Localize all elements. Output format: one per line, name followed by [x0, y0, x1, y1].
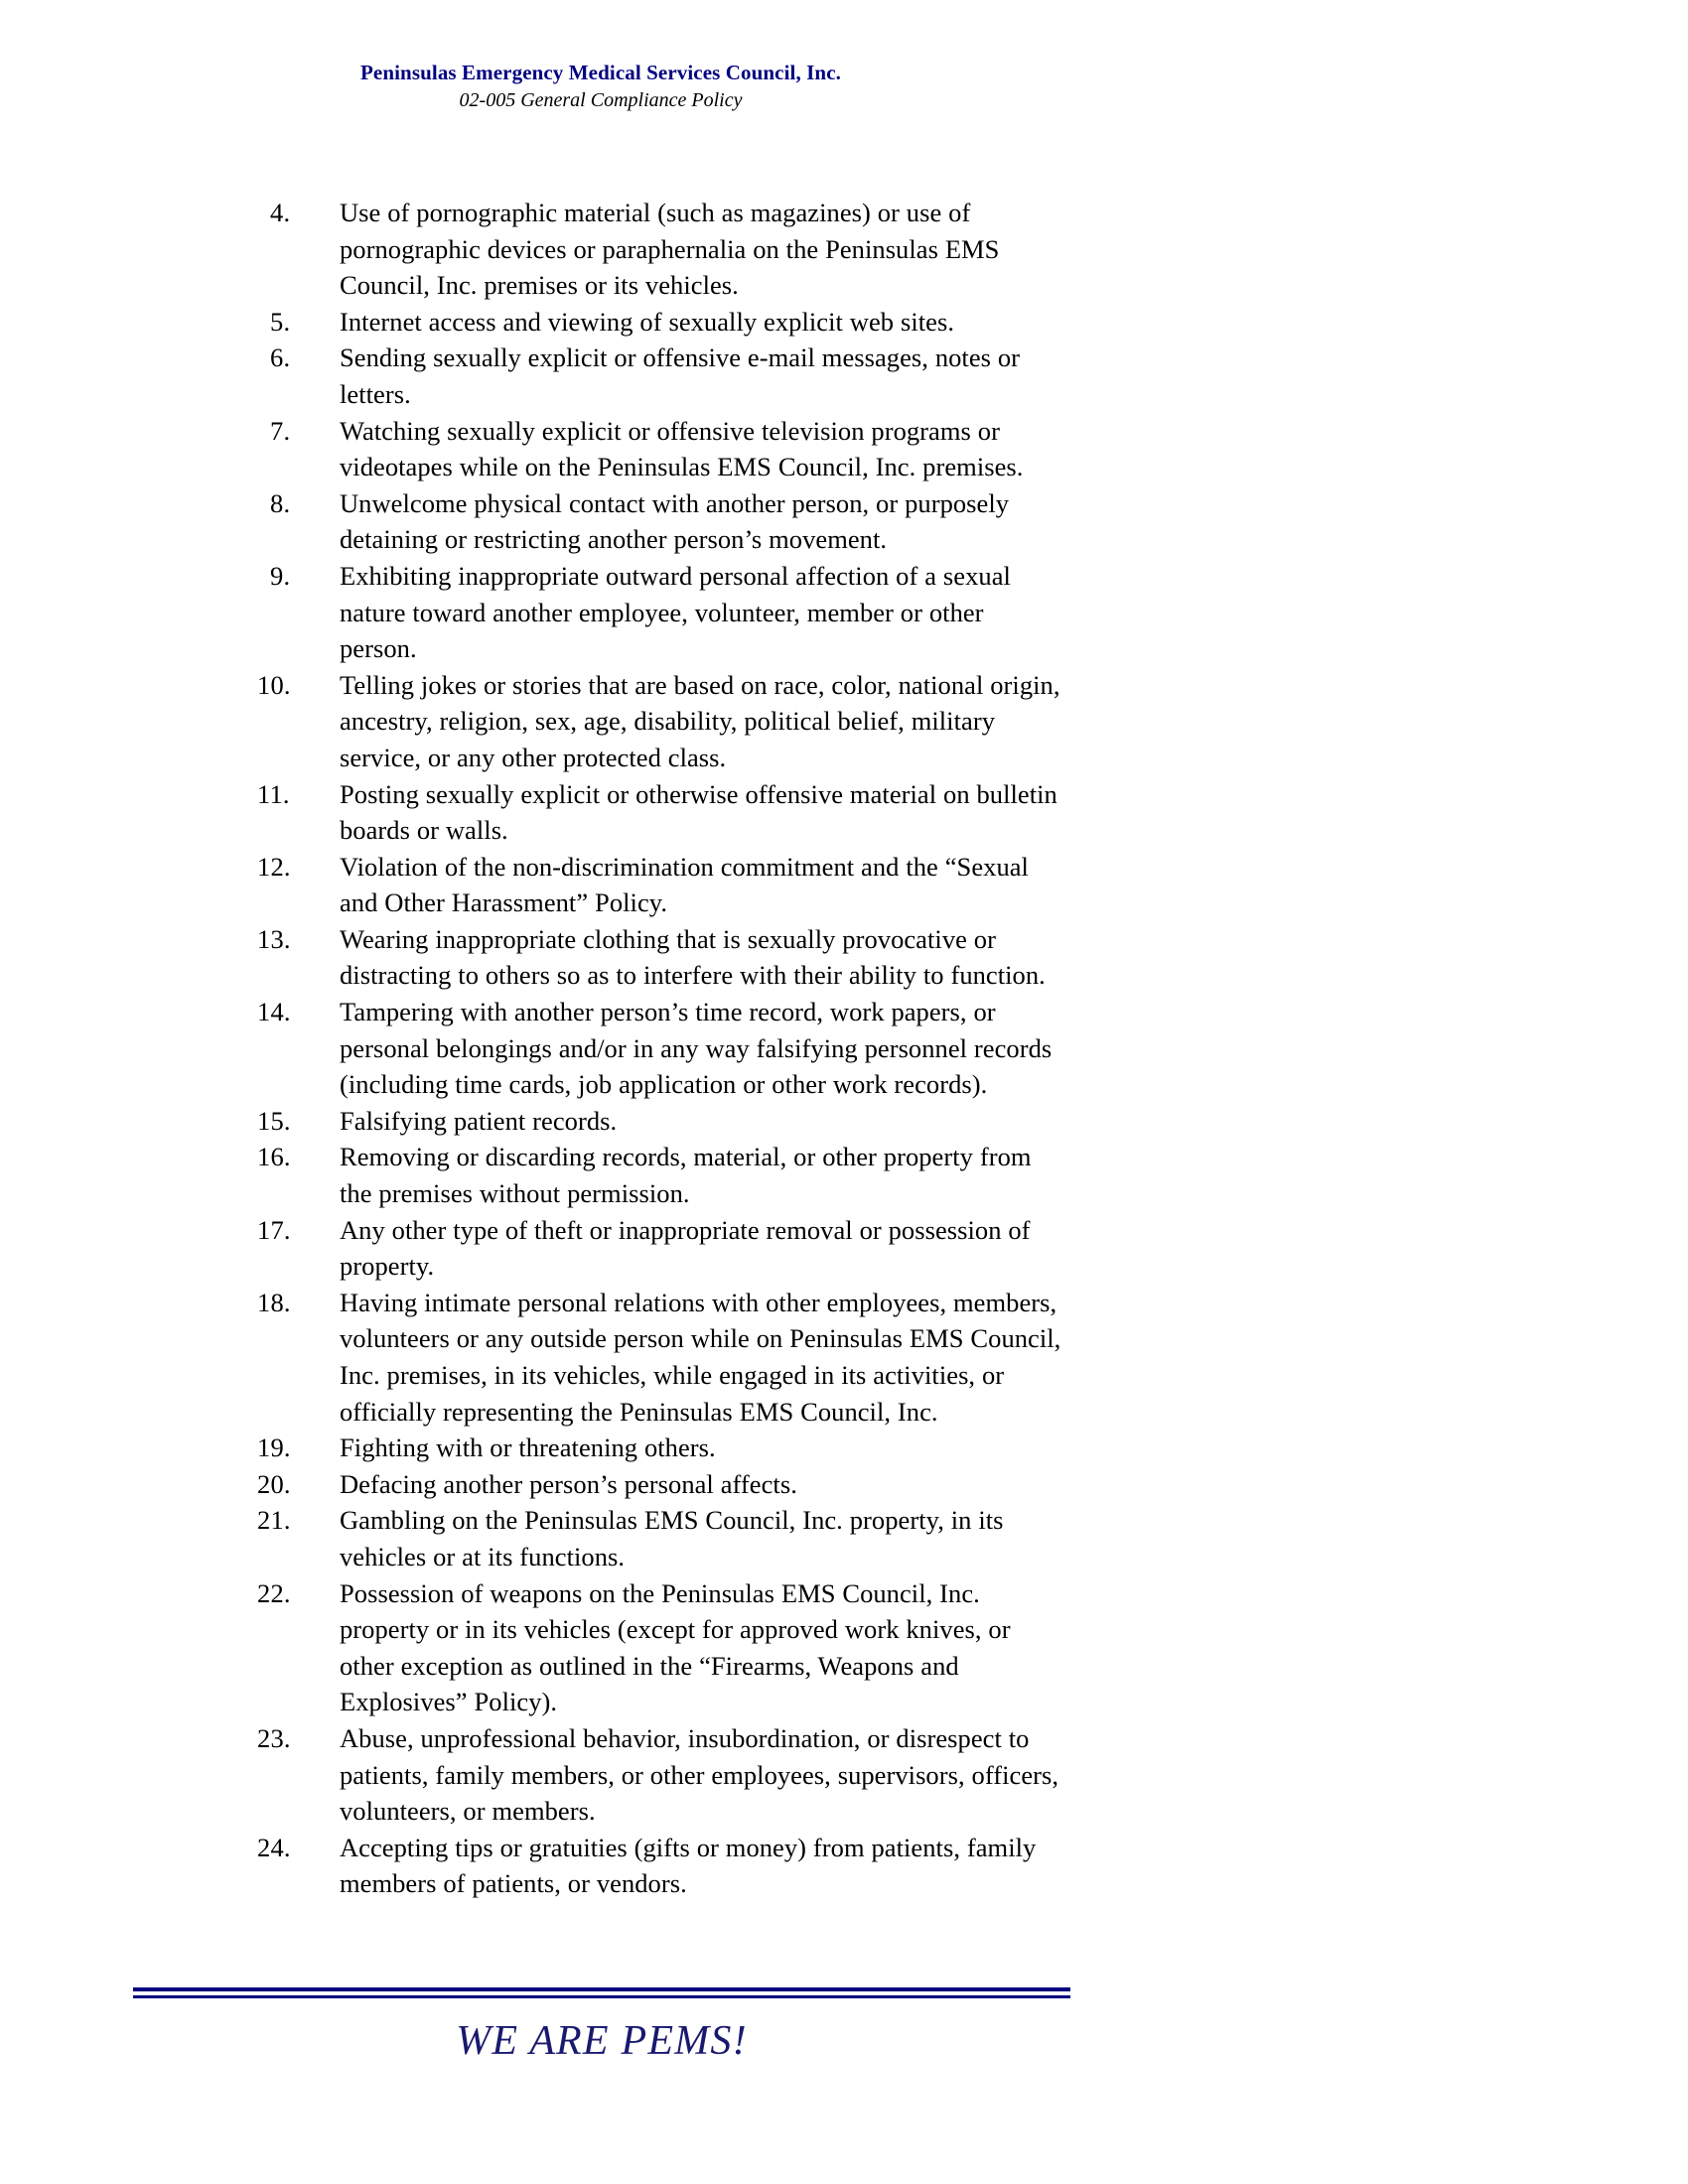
list-item-number: 15.	[257, 1105, 291, 1136]
policy-numbered-list	[257, 195, 1064, 1902]
list-item	[270, 485, 1064, 558]
list-item-text: Sending sexually explicit or offensive e-mail messages, notes or letters.	[340, 342, 1021, 409]
list-item-text: Falsifying patient records.	[340, 1105, 618, 1136]
list-item	[257, 921, 1064, 994]
list-item-text: Removing or discarding records, material, or other property from the premises without permission.	[340, 1142, 1032, 1209]
list-item-text: Exhibiting inappropriate outward personal affection of a sexual nature toward another employee, volunteer, member or other person.	[340, 560, 1011, 664]
list-item-text: Violation of the non-discrimination commitment and the “Sexual and Other Harassment” Policy.	[340, 851, 1029, 918]
list-item	[270, 195, 1064, 304]
list-item	[257, 1212, 1064, 1285]
list-item	[270, 413, 1064, 485]
list-item-text: Possession of weapons on the Peninsulas EMS Council, Inc. property or in its vehicles (except for approved work knives, or other exception as outlined in the “Firearms, Weapons and Explosives” Policy).	[340, 1577, 1011, 1717]
list-item-number: 11.	[257, 778, 290, 809]
list-item-number: 9.	[270, 560, 291, 591]
list-item-text: Use of pornographic material (such as magazines) or use of pornographic devices or paraphernalia on the Peninsulas EMS Council, Inc. premises or its vehicles.	[340, 198, 1000, 301]
list-item	[257, 1466, 1064, 1503]
document-subtitle: 02-005 General Compliance Policy	[459, 89, 743, 112]
document-header	[0, 60, 1201, 113]
list-item-text: Watching sexually explicit or offensive television programs or videotapes while on the Peninsulas EMS Council, Inc. premises.	[340, 415, 1024, 482]
list-item-text: Accepting tips or gratuities (gifts or money) from patients, family members of patients, or vendors.	[340, 1832, 1037, 1899]
list-item	[257, 776, 1064, 849]
document-footer	[133, 1987, 1070, 2064]
list-item	[257, 667, 1064, 776]
list-item-text: Wearing inappropriate clothing that is sexually provocative or distracting to others so as to interfere with their ability to function.	[340, 923, 1046, 991]
list-item-text: Telling jokes or stories that are based on race, color, national origin, ancestry, religion, sex, age, disability, political belief, military service, or any other protected class.	[340, 669, 1060, 772]
footer-rule-lower	[133, 1995, 1070, 1998]
list-item-number: 12.	[257, 851, 291, 882]
list-item-number: 18.	[257, 1287, 291, 1317]
list-item	[257, 1430, 1064, 1466]
list-item-text: Tampering with another person’s time record, work papers, or personal belongings and/or in any way falsifying personnel records (including time cards, job application or other work records).	[340, 997, 1053, 1100]
list-item-number: 16.	[257, 1142, 291, 1172]
list-item-number: 23.	[257, 1722, 291, 1753]
list-item-number: 13.	[257, 923, 291, 954]
list-item	[270, 340, 1064, 412]
list-item-number: 4.	[270, 198, 291, 227]
list-item-number: 21.	[257, 1505, 291, 1536]
list-item	[257, 994, 1064, 1103]
list-item-number: 17.	[257, 1214, 291, 1245]
list-item	[257, 1285, 1064, 1430]
list-item-number: 6.	[270, 342, 291, 373]
list-item-text: Posting sexually explicit or otherwise offensive material on bulletin boards or walls.	[340, 778, 1057, 846]
list-item-number: 10.	[257, 669, 291, 700]
list-item-number: 19.	[257, 1433, 291, 1463]
list-item-number: 24.	[257, 1832, 291, 1862]
list-item-text: Gambling on the Peninsulas EMS Council, Inc. property, in its vehicles or at its functions.	[340, 1505, 1004, 1571]
list-item-text: Having intimate personal relations with other employees, members, volunteers or any outside person while on Peninsulas EMS Council, Inc. premises, in its vehicles, while engaged in its activities, or officially representing the Peninsulas EMS Council, Inc.	[340, 1287, 1061, 1427]
list-item	[270, 304, 1064, 341]
list-item-number: 8.	[270, 487, 291, 518]
list-item-text: Any other type of theft or inappropriate removal or possession of property.	[340, 1214, 1031, 1282]
list-item-text: Internet access and viewing of sexually explicit web sites.	[340, 306, 955, 337]
list-item-text: Abuse, unprofessional behavior, insubordination, or disrespect to patients, family members, or other employees, supervisors, officers, volunteers, or members.	[340, 1722, 1059, 1827]
list-item-number: 7.	[270, 415, 291, 446]
list-item	[257, 1502, 1064, 1574]
list-item-number: 14.	[257, 997, 291, 1027]
list-item-number: 22.	[257, 1577, 291, 1608]
organization-title: Peninsulas Emergency Medical Services Council, Inc.	[360, 61, 841, 84]
list-item-number: 20.	[257, 1468, 291, 1499]
list-item	[270, 558, 1064, 667]
list-item	[257, 1720, 1064, 1830]
list-item-text: Defacing another person’s personal affects.	[340, 1468, 797, 1499]
list-item	[257, 849, 1064, 921]
list-item-number: 5.	[270, 306, 291, 337]
footer-slogan: WE ARE PEMS!	[456, 2018, 748, 2064]
list-item-text: Unwelcome physical contact with another person, or purposely detaining or restricting another person’s movement.	[340, 487, 1010, 555]
list-item	[257, 1103, 1064, 1140]
list-item-text: Fighting with or threatening others.	[340, 1433, 716, 1463]
list-item	[257, 1575, 1064, 1720]
list-item	[257, 1830, 1064, 1902]
list-item	[257, 1139, 1064, 1211]
